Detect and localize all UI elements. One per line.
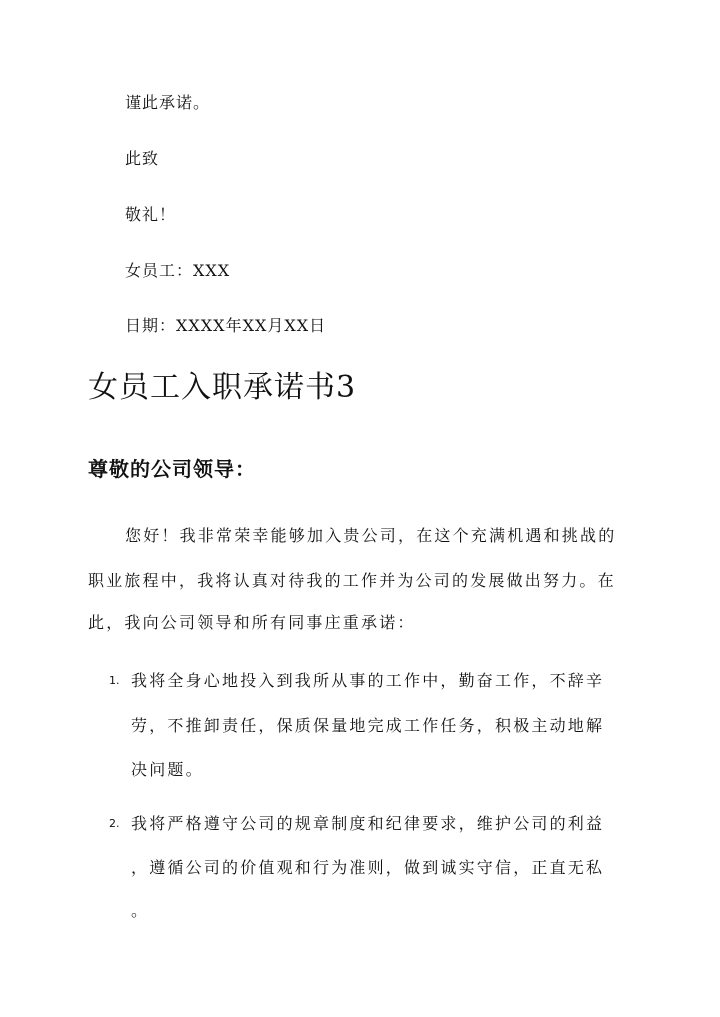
closing-jingli: 敬礼！	[125, 205, 177, 224]
list-item-line: 决问题。	[131, 760, 204, 779]
list-item-line: 劳，不推卸责任，保质保量地完成工作任务，积极主动地解	[131, 716, 605, 735]
closing-cizhi: 此致	[125, 149, 160, 168]
intro-paragraph-line: 您好！我非常荣幸能够加入贵公司，在这个充满机遇和挑战的	[125, 526, 617, 545]
document-title: 女员工入职承诺书3	[88, 370, 357, 405]
list-item-line: 我将全身心地投入到我所从事的工作中，勤奋工作，不辞辛	[131, 671, 605, 690]
list-item-line: 我将严格遵守公司的规章制度和纪律要求，维护公司的利益	[131, 814, 605, 833]
intro-paragraph-line: 职业旅程中，我将认真对待我的工作并为公司的发展做出努力。在	[88, 571, 616, 590]
list-item-line: 。	[131, 901, 150, 920]
salutation-heading: 尊敬的公司领导：	[88, 457, 256, 481]
employee-signature: 女员工：XXX	[125, 261, 231, 280]
closing-pledge-text: 谨此承诺。	[125, 93, 211, 112]
signature-date: 日期：XXXX年XX月XX日	[125, 316, 327, 335]
list-item-line: ，遵循公司的价值观和行为准则，做到诚实守信，正直无私	[131, 858, 605, 877]
list-item-number: 1.	[109, 674, 120, 687]
intro-paragraph-line: 此，我向公司领导和所有同事庄重承诺：	[88, 613, 416, 632]
list-item-number: 2.	[109, 817, 120, 830]
